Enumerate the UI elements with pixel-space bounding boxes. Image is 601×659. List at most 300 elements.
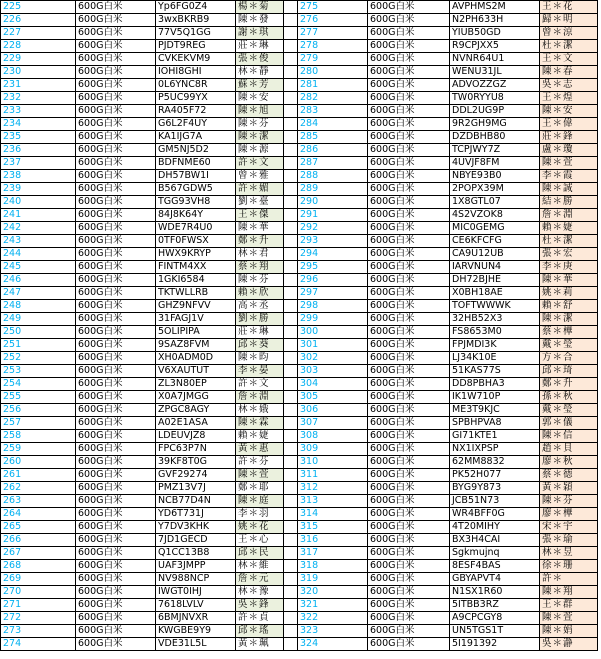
redeem-code: X0BH18AE: [450, 287, 540, 300]
redeem-code: KA1IJG7A: [156, 131, 236, 144]
item-name: 600G白米: [76, 417, 156, 430]
table-row: [1, 261, 598, 274]
recipient-name: 吳＊鋒: [236, 599, 284, 612]
serial-number: 282: [298, 92, 368, 105]
redeem-code: 31FAGJ1V: [156, 313, 236, 326]
item-name: 600G白米: [76, 170, 156, 183]
table-row: [1, 248, 598, 261]
item-name: 600G白米: [368, 313, 450, 326]
serial-number: 247: [1, 287, 76, 300]
redeem-code: BX3H4CAI: [450, 534, 540, 547]
redeem-code: V6XAUTUT: [156, 365, 236, 378]
item-name: 600G白米: [368, 248, 450, 261]
column-gap: [284, 521, 298, 534]
recipient-name: 陳＊萱: [540, 612, 598, 625]
recipient-name: 陳＊華: [236, 222, 284, 235]
recipient-name: 王＊群: [540, 599, 598, 612]
item-name: 600G白米: [368, 14, 450, 27]
redeem-code: 77V5Q1GG: [156, 27, 236, 40]
column-gap: [284, 1, 298, 14]
redeem-code: FS8653M0: [450, 326, 540, 339]
item-name: 600G白米: [76, 248, 156, 261]
redeem-code: Q1CC13B8: [156, 547, 236, 560]
redeem-code: BYG9Y873: [450, 482, 540, 495]
serial-number: 284: [298, 118, 368, 131]
table-row: [1, 547, 598, 560]
item-name: 600G白米: [76, 144, 156, 157]
serial-number: 266: [1, 534, 76, 547]
redeem-code: PMZ13V7J: [156, 482, 236, 495]
recipient-name: 廖＊樺: [540, 508, 598, 521]
serial-number: 280: [298, 66, 368, 79]
column-gap: [284, 339, 298, 352]
redeem-code: Yp6FG0Z4: [156, 1, 236, 14]
item-name: 600G白米: [368, 443, 450, 456]
serial-number: 261: [1, 469, 76, 482]
item-name: 600G白米: [76, 508, 156, 521]
recipient-name: 吳＊志: [540, 79, 598, 92]
item-name: 600G白米: [368, 365, 450, 378]
redeem-code: X0A7JMGG: [156, 391, 236, 404]
column-gap: [284, 66, 298, 79]
serial-number: 288: [298, 170, 368, 183]
item-name: 600G白米: [76, 66, 156, 79]
serial-number: 276: [298, 14, 368, 27]
serial-number: 227: [1, 27, 76, 40]
item-name: 600G白米: [76, 300, 156, 313]
recipient-name: 詹＊淵: [540, 209, 598, 222]
recipient-name: 杜＊潔: [540, 235, 598, 248]
recipient-name: 張＊瑜: [540, 534, 598, 547]
item-name: 600G白米: [76, 521, 156, 534]
recipient-name: 高＊丞: [236, 300, 284, 313]
redeem-code: DZDBHB80: [450, 131, 540, 144]
redeem-code: 5I191392: [450, 638, 540, 651]
serial-number: 307: [298, 417, 368, 430]
redeem-code: IARVNUN4: [450, 261, 540, 274]
item-name: 600G白米: [368, 183, 450, 196]
table-row: [1, 131, 598, 144]
serial-number: 258: [1, 430, 76, 443]
recipient-name: 許＊文: [236, 157, 284, 170]
column-gap: [284, 326, 298, 339]
serial-number: 294: [298, 248, 368, 261]
recipient-name: 黃＊珮: [236, 638, 284, 651]
item-name: 600G白米: [76, 53, 156, 66]
serial-number: 285: [298, 131, 368, 144]
recipient-name: 林＊昱: [540, 547, 598, 560]
serial-number: 324: [298, 638, 368, 651]
recipient-name: 陳＊春: [540, 66, 598, 79]
item-name: 600G白米: [76, 196, 156, 209]
table-row: [1, 482, 598, 495]
recipient-name: 孫＊秋: [540, 391, 598, 404]
item-name: 600G白米: [76, 534, 156, 547]
redeem-code: DDL2UG9P: [450, 105, 540, 118]
table-row: [1, 404, 598, 417]
table-row: [1, 105, 598, 118]
recipient-name: 黃＊惠: [236, 443, 284, 456]
recipient-name: 李＊羽: [236, 508, 284, 521]
item-name: 600G白米: [368, 53, 450, 66]
redeem-code: TW0RYYU8: [450, 92, 540, 105]
item-name: 600G白米: [76, 339, 156, 352]
serial-number: 263: [1, 495, 76, 508]
serial-number: 246: [1, 274, 76, 287]
column-gap: [284, 430, 298, 443]
column-gap: [284, 157, 298, 170]
serial-number: 254: [1, 378, 76, 391]
redeem-code: 3wxBKRB9: [156, 14, 236, 27]
serial-number: 244: [1, 248, 76, 261]
table-row: [1, 14, 598, 27]
redeem-code: A02E1ASA: [156, 417, 236, 430]
item-name: 600G白米: [368, 534, 450, 547]
redeem-code: SPBHPVA8: [450, 417, 540, 430]
serial-number: 309: [298, 443, 368, 456]
table-row: [1, 235, 598, 248]
redeem-code: 6BMJNVXR: [156, 612, 236, 625]
item-name: 600G白米: [76, 79, 156, 92]
serial-number: 320: [298, 586, 368, 599]
serial-number: 273: [1, 625, 76, 638]
item-name: 600G白米: [368, 326, 450, 339]
recipient-name: 陳＊昀: [236, 352, 284, 365]
column-gap: [284, 196, 298, 209]
item-name: 600G白米: [368, 235, 450, 248]
redeem-code: AVPHMS2M: [450, 1, 540, 14]
redeem-code: P5UC99YX: [156, 92, 236, 105]
redeem-code: 1X8GTL07: [450, 196, 540, 209]
recipient-name: 徐＊珊: [540, 560, 598, 573]
recipient-name: 曾＊涼: [540, 27, 598, 40]
recipient-name: 詹＊元: [236, 573, 284, 586]
serial-number: 239: [1, 183, 76, 196]
serial-number: 319: [298, 573, 368, 586]
table-row: [1, 508, 598, 521]
item-name: 600G白米: [76, 157, 156, 170]
item-name: 600G白米: [368, 625, 450, 638]
recipient-name: 陳＊安: [540, 105, 598, 118]
serial-number: 314: [298, 508, 368, 521]
recipient-name: 王＊偉: [540, 118, 598, 131]
item-name: 600G白米: [368, 521, 450, 534]
item-name: 600G白米: [76, 612, 156, 625]
redeem-code: 51KAS77S: [450, 365, 540, 378]
redeem-code: GM5NJ5D2: [156, 144, 236, 157]
serial-number: 303: [298, 365, 368, 378]
item-name: 600G白米: [76, 274, 156, 287]
column-gap: [284, 482, 298, 495]
redeem-code: IWGT0IHJ: [156, 586, 236, 599]
redeem-code: LJ34K10E: [450, 352, 540, 365]
recipient-name: 陳＊發: [236, 14, 284, 27]
recipient-name: 王＊煌: [540, 92, 598, 105]
serial-number: 296: [298, 274, 368, 287]
recipient-name: 陳＊安: [236, 92, 284, 105]
item-name: 600G白米: [368, 599, 450, 612]
recipient-name: 鄭＊升: [540, 378, 598, 391]
column-gap: [284, 92, 298, 105]
item-name: 600G白米: [76, 547, 156, 560]
item-name: 600G白米: [76, 469, 156, 482]
item-name: 600G白米: [76, 261, 156, 274]
column-gap: [284, 183, 298, 196]
serial-number: 316: [298, 534, 368, 547]
recipient-name: 陳＊芬: [540, 495, 598, 508]
table-row: [1, 274, 598, 287]
item-name: 600G白米: [76, 183, 156, 196]
table-row: [1, 586, 598, 599]
column-gap: [284, 586, 298, 599]
recipient-name: 蔡＊樺: [540, 326, 598, 339]
serial-number: 274: [1, 638, 76, 651]
recipient-name: 陳＊娟: [540, 625, 598, 638]
table-row: [1, 456, 598, 469]
redeem-code: YIUB50GD: [450, 27, 540, 40]
redeem-code: ADVOZZGZ: [450, 79, 540, 92]
table-row: [1, 66, 598, 79]
recipient-name: 吳＊瀞: [540, 638, 598, 651]
recipient-name: 陳＊旭: [236, 105, 284, 118]
item-name: 600G白米: [76, 131, 156, 144]
serial-number: 318: [298, 560, 368, 573]
item-name: 600G白米: [76, 599, 156, 612]
redeem-code: DD8PBHA3: [450, 378, 540, 391]
item-name: 600G白米: [76, 313, 156, 326]
column-gap: [284, 248, 298, 261]
redeem-code: 4T20MIHY: [450, 521, 540, 534]
table-row: [1, 573, 598, 586]
item-name: 600G白米: [368, 378, 450, 391]
redeem-code: UN5TGS1T: [450, 625, 540, 638]
item-name: 600G白米: [368, 560, 450, 573]
serial-number: 236: [1, 144, 76, 157]
table-row: [1, 170, 598, 183]
redeem-code: FINTM4XX: [156, 261, 236, 274]
redeem-code: XH0ADM0D: [156, 352, 236, 365]
serial-number: 277: [298, 27, 368, 40]
redeem-code: ZL3N80EP: [156, 378, 236, 391]
serial-number: 241: [1, 209, 76, 222]
redeem-code: G6L2F4UY: [156, 118, 236, 131]
serial-number: 275: [298, 1, 368, 14]
table-row: [1, 625, 598, 638]
redeem-code: 32HB52X3: [450, 313, 540, 326]
serial-number: 293: [298, 235, 368, 248]
serial-number: 225: [1, 1, 76, 14]
item-name: 600G白米: [368, 456, 450, 469]
redeem-code: N2PH633H: [450, 14, 540, 27]
item-name: 600G白米: [76, 287, 156, 300]
redeem-code: GVF29274: [156, 469, 236, 482]
item-name: 600G白米: [368, 118, 450, 131]
item-name: 600G白米: [76, 118, 156, 131]
recipient-name: 鄭＊耶: [236, 482, 284, 495]
item-name: 600G白米: [368, 1, 450, 14]
serial-number: 312: [298, 482, 368, 495]
recipient-name: 邱＊琦: [540, 365, 598, 378]
serial-number: 245: [1, 261, 76, 274]
recipient-name: 莊＊鋒: [540, 131, 598, 144]
column-gap: [284, 235, 298, 248]
redeem-code: 0TF0FWSX: [156, 235, 236, 248]
item-name: 600G白米: [76, 378, 156, 391]
redeem-code: A9CPCGY8: [450, 612, 540, 625]
item-name: 600G白米: [368, 222, 450, 235]
redeem-code: R9CPJXX5: [450, 40, 540, 53]
redeem-code: BDFNME60: [156, 157, 236, 170]
redeem-code: CE6KFCFG: [450, 235, 540, 248]
table-row: [1, 469, 598, 482]
recipient-name: 王＊花: [540, 1, 598, 14]
redeem-code: CVKEKVM9: [156, 53, 236, 66]
recipient-name: 蔡＊德: [540, 469, 598, 482]
serial-number: 321: [298, 599, 368, 612]
serial-number: 232: [1, 92, 76, 105]
recipient-name: 陳＊潔: [540, 313, 598, 326]
serial-number: 268: [1, 560, 76, 573]
serial-number: 271: [1, 599, 76, 612]
item-name: 600G白米: [368, 274, 450, 287]
column-gap: [284, 508, 298, 521]
table-row: [1, 326, 598, 339]
redeem-code: 0L6YNC8R: [156, 79, 236, 92]
redeem-code: N1SX1R60: [450, 586, 540, 599]
redeem-code: NCB77D4N: [156, 495, 236, 508]
item-name: 600G白米: [368, 638, 450, 651]
table-row: [1, 417, 598, 430]
item-name: 600G白米: [76, 235, 156, 248]
item-name: 600G白米: [368, 261, 450, 274]
item-name: 600G白米: [368, 586, 450, 599]
recipient-name: 陳＊萱: [540, 157, 598, 170]
item-name: 600G白米: [76, 365, 156, 378]
item-name: 600G白米: [368, 469, 450, 482]
recipient-name: 許＊媚: [236, 183, 284, 196]
serial-number: 281: [298, 79, 368, 92]
redeem-code: 5OLIPIPA: [156, 326, 236, 339]
redeem-code: NBYE93B0: [450, 170, 540, 183]
redeem-code: GI71KTE1: [450, 430, 540, 443]
column-gap: [284, 313, 298, 326]
serial-number: 248: [1, 300, 76, 313]
serial-number: 259: [1, 443, 76, 456]
column-gap: [284, 170, 298, 183]
table-row: [1, 196, 598, 209]
redeem-code: WR4BFF0G: [450, 508, 540, 521]
recipient-name: 許＊貞: [236, 612, 284, 625]
item-name: 600G白米: [76, 326, 156, 339]
item-name: 600G白米: [368, 417, 450, 430]
redeem-code: NVNR64U1: [450, 53, 540, 66]
column-gap: [284, 144, 298, 157]
redeem-code: 7JD1GECD: [156, 534, 236, 547]
serial-number: 272: [1, 612, 76, 625]
serial-number: 238: [1, 170, 76, 183]
item-name: 600G白米: [76, 560, 156, 573]
recipient-name: 王＊傑: [236, 209, 284, 222]
item-name: 600G白米: [76, 352, 156, 365]
item-name: 600G白米: [368, 612, 450, 625]
column-gap: [284, 14, 298, 27]
recipient-name: 方＊合: [540, 352, 598, 365]
item-name: 600G白米: [368, 157, 450, 170]
recipient-name: 郭＊儀: [540, 417, 598, 430]
recipient-name: 劉＊勝: [236, 313, 284, 326]
redeem-code: IK1W710P: [450, 391, 540, 404]
item-name: 600G白米: [368, 495, 450, 508]
column-gap: [284, 274, 298, 287]
recipient-name: 廖＊秋: [540, 456, 598, 469]
item-name: 600G白米: [76, 430, 156, 443]
redeem-code: PK52H077: [450, 469, 540, 482]
serial-number: 267: [1, 547, 76, 560]
item-name: 600G白米: [368, 92, 450, 105]
redeem-code: GBYAPVT4: [450, 573, 540, 586]
item-name: 600G白米: [76, 209, 156, 222]
item-name: 600G白米: [76, 1, 156, 14]
column-gap: [284, 352, 298, 365]
recipient-name: 陳＊庭: [236, 495, 284, 508]
serial-number: 302: [298, 352, 368, 365]
redeem-code: IOHI8GHI: [156, 66, 236, 79]
recipient-name: 邱＊葵: [236, 339, 284, 352]
serial-number: 311: [298, 469, 368, 482]
redeem-code: JCB51N73: [450, 495, 540, 508]
recipient-name: 杜＊潔: [540, 40, 598, 53]
redeem-code: TGG93VH8: [156, 196, 236, 209]
redeem-code: 7618LVLV: [156, 599, 236, 612]
redeem-code: Sgkmujnq: [450, 547, 540, 560]
item-name: 600G白米: [76, 14, 156, 27]
item-name: 600G白米: [368, 547, 450, 560]
recipient-name: 邱＊民: [236, 547, 284, 560]
serial-number: 262: [1, 482, 76, 495]
column-gap: [284, 495, 298, 508]
serial-number: 310: [298, 456, 368, 469]
redeem-code: 62MM8832: [450, 456, 540, 469]
table-row: [1, 352, 598, 365]
serial-number: 286: [298, 144, 368, 157]
recipient-name: 林＊豫: [236, 586, 284, 599]
table-row: [1, 287, 598, 300]
table-row: [1, 92, 598, 105]
item-name: 600G白米: [76, 482, 156, 495]
item-name: 600G白米: [76, 40, 156, 53]
serial-number: 306: [298, 404, 368, 417]
serial-number: 305: [298, 391, 368, 404]
serial-number: 278: [298, 40, 368, 53]
recipient-name: 謝＊琪: [236, 27, 284, 40]
redeem-code: 9R2GH9MG: [450, 118, 540, 131]
recipient-name: 陳＊芬: [236, 274, 284, 287]
recipient-name: 張＊俊: [236, 53, 284, 66]
column-gap: [284, 79, 298, 92]
redeem-code: HWX9KRYP: [156, 248, 236, 261]
serial-number: 322: [298, 612, 368, 625]
item-name: 600G白米: [76, 443, 156, 456]
serial-number: 300: [298, 326, 368, 339]
redeem-code: TCPJWY7Z: [450, 144, 540, 157]
column-gap: [284, 417, 298, 430]
recipient-name: 王＊心: [236, 534, 284, 547]
recipient-name: 李＊庚: [540, 261, 598, 274]
recipient-name: 莊＊琳: [236, 40, 284, 53]
recipient-name: 黃＊穎: [540, 482, 598, 495]
recipient-name: 李＊晏: [236, 365, 284, 378]
recipient-name: 陳＊華: [540, 274, 598, 287]
